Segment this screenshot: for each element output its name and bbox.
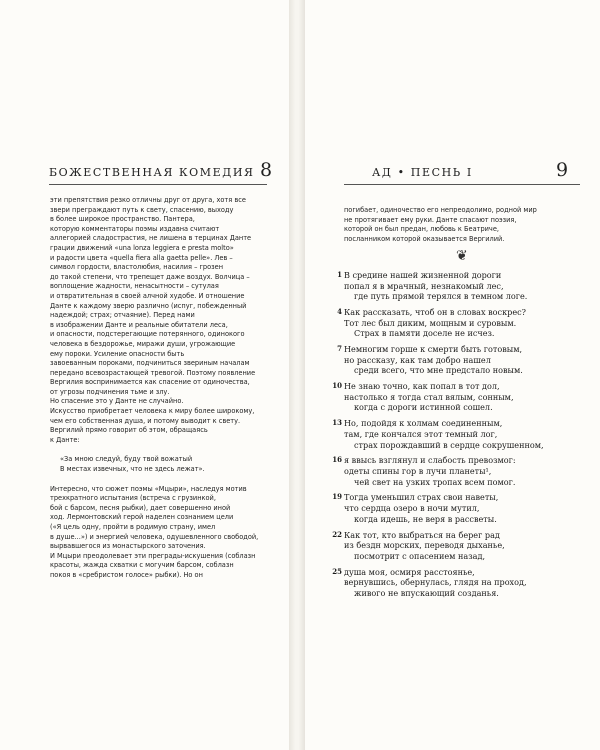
text-line: погибает, одиночество его непреодолимо, родной мир <box>344 206 537 214</box>
left-commentary <box>50 196 276 581</box>
verse-number: 7 <box>337 344 342 354</box>
right-page-number: 9 <box>556 159 569 181</box>
text-line: Искусство приобретает человека к миру более широкому, <box>50 407 255 416</box>
text-line: посланником которой оказывается Вергилий. <box>344 234 505 243</box>
text-line: завоеванным пороками, подчиниться звериным началам <box>50 359 250 368</box>
text-line: аллегорией сладострастия, не лишена в терцинах Данте <box>50 234 252 243</box>
text-line: ему пороки. Усиление опасности быть <box>50 349 185 358</box>
verse-number: 16 <box>332 455 342 465</box>
text-line: покоя в «сребристом голосе» рыбки). Но он <box>50 570 203 579</box>
text-line: которую комментаторы поэмы издавна считают <box>50 224 220 233</box>
verse-line: В средине нашей жизненной дороги <box>344 270 502 280</box>
verse-number: 10 <box>332 381 342 391</box>
verse-line: среди всего, что мне предстало новым. <box>354 365 523 376</box>
verse-line: Немногим горше к смерти быть готовым, <box>344 344 523 355</box>
verse-line: посмотрит с опасением назад, <box>354 550 486 561</box>
stanza <box>337 307 589 339</box>
quote-line: «За мною следуй, буду твой вожатый <box>60 455 193 464</box>
text-line: Но спасение это у Данте не случайно. <box>50 397 184 406</box>
fleuron-ornament: ❦ <box>456 248 468 264</box>
text-line: Интересно, что сюжет поэмы «Мцыри», наследуя мотив <box>50 484 247 493</box>
verse-number: 1 <box>337 270 342 279</box>
stanza <box>332 529 589 562</box>
verse-line: что сердца озеро в ночи мутил, <box>344 503 480 514</box>
verse-line: Тогда уменьшил страх свои наветы, <box>344 492 499 503</box>
verse-line: душа моя, осмиря расстоянье, <box>344 566 475 577</box>
text-line: символ гордости, властолюбия, насилия – грозен <box>50 263 224 272</box>
text-line: Вергилия воспринимается как спасение от одиночества, <box>50 378 250 387</box>
stanza <box>332 455 589 487</box>
text-line: Вергилий прямо говорит об этом, обращаясь <box>50 426 208 435</box>
verse-number: 22 <box>332 529 342 539</box>
verse-line: я ввысь взглянул и слабость превозмог: <box>344 455 516 466</box>
text-line: и радости цвета «quella fiera alla gaetta pelle». Лев – <box>50 253 233 262</box>
verse-line: Но, подойдя к холмам соединенным, <box>344 418 503 429</box>
text-line: вырвавшегося из монастырского заточения. <box>50 542 206 551</box>
left-page-number: 8 <box>260 159 273 181</box>
text-line: и отвратительная в своей алчной худобе. И отношение <box>50 291 245 300</box>
text-line: к Данте: <box>50 435 80 444</box>
quote-line: В местах извечных, что не здесь лежат». <box>60 465 205 474</box>
stanza <box>337 344 589 376</box>
verse-line: Страх в памяти доселе не исчез. <box>354 328 495 339</box>
verse-line: чей свет на узких тропах всем помог. <box>354 476 516 487</box>
right-header-rule <box>344 184 580 185</box>
text-line: человека в бездорожье, миражи души, угрожающие <box>50 339 236 348</box>
text-line: чем его собственная душа, и потому выводит к свету. <box>50 416 241 425</box>
verse-line: Как рассказать, чтоб он в словах воскрес? <box>344 307 526 318</box>
stanza <box>332 492 589 524</box>
verse-line: живого не впускающий созданья. <box>354 587 499 598</box>
verse-line: настолько я тогда стал вялым, сонным, <box>344 391 514 402</box>
text-line: в душе...») и энергией человека, одушевленного свободой, <box>50 532 259 541</box>
verse-line: из бездн морских, переводя дыханье, <box>344 540 505 551</box>
left-page-header: БОЖЕСТВЕННАЯ КОМЕДИЯ <box>49 166 255 179</box>
text-line: Данте к каждому зверю различно (испуг, побежденный <box>50 301 247 310</box>
verse-number: 13 <box>332 418 342 428</box>
text-line: от угрозы подчинения тьме и злу. <box>50 387 170 396</box>
text-line: трехкратного испытания (встреча с грузинкой, <box>50 494 216 503</box>
text-line: И Мцыри преодолевает эти преграды-искушения (соблазн <box>50 551 256 560</box>
verse-number: 19 <box>332 492 342 502</box>
left-header-rule <box>49 184 267 185</box>
verse-line: когда с дороги истинной сошел. <box>354 402 493 413</box>
stanza <box>337 270 589 302</box>
text-line: бой с барсом, песня рыбки), дает совершенно иной <box>50 503 231 512</box>
text-line: в изображении Данте и реальные обитатели леса, <box>50 320 228 329</box>
text-line: которой он был предан, любовь к Беатриче, <box>344 225 499 234</box>
verse-line: одеты спины гор в лучи планеты¹, <box>344 465 492 476</box>
verse-line: там, где кончался этот темный лог, <box>344 428 498 439</box>
text-line: эти препятствия резко отличны друг от друга, хотя все <box>50 196 246 204</box>
book-gutter <box>289 0 305 750</box>
text-line: и опасности, подстерегающие потерянного, одинокого <box>50 330 245 339</box>
text-line: («Я цель одну, пройти в родимую страну, имел <box>50 523 216 531</box>
verse-line: попал я в мрачный, незнакомый лес, <box>344 280 504 291</box>
verse-line: Тот лес был диким, мощным и суровым. <box>344 317 517 328</box>
left-page <box>0 0 289 750</box>
verse-number: 4 <box>337 307 342 317</box>
right-page-header: АД • ПЕСНЬ I <box>372 166 473 179</box>
text-line: надеждой; страх; отчаяние). Перед нами <box>50 311 195 320</box>
text-line: в более широкое пространство. Пантера, <box>50 215 195 224</box>
verse-line: страх порождавший в сердце сокрушенном, <box>354 439 544 450</box>
verse-line: вернувшись, обернулась, глядя на проход, <box>344 577 527 588</box>
stanza <box>332 418 589 450</box>
verse-number: 25 <box>332 566 342 576</box>
stanza <box>332 566 589 599</box>
canto-verses <box>332 270 589 604</box>
text-line: передано всевозрастающей тревогой. Поэтому появление <box>50 368 256 377</box>
text-line: ход. Лермонтовский герой наделен сознанием цели <box>50 513 234 522</box>
stanza <box>332 381 589 413</box>
text-line: воплощение жадности, ненасытности – сутулая <box>50 282 219 291</box>
verse-line: Не знаю точно, как попал в тот дол, <box>344 381 500 392</box>
text-line: не протягивает ему руки. Данте спасают поэзия, <box>344 215 517 224</box>
verse-line: но рассказу, как там добро нашел <box>344 354 491 365</box>
text-line: грации движений «una lonza leggiera e presta molto» <box>50 243 234 252</box>
text-line: звери преграждают путь к свету, спасению, выходу <box>50 205 234 214</box>
text-line: красоты, жажда схватки с могучим барсом, соблазн <box>50 561 234 570</box>
verse-line: когда идешь, не веря в рассветы. <box>354 513 497 524</box>
verse-line: где путь прямой терялся в темном логе. <box>354 291 528 302</box>
text-line: до такой степени, что трепещет даже воздух. Волчица – <box>50 272 250 281</box>
verse-line: Как тот, кто выбраться на берег рад <box>344 529 500 540</box>
right-commentary <box>344 206 584 244</box>
